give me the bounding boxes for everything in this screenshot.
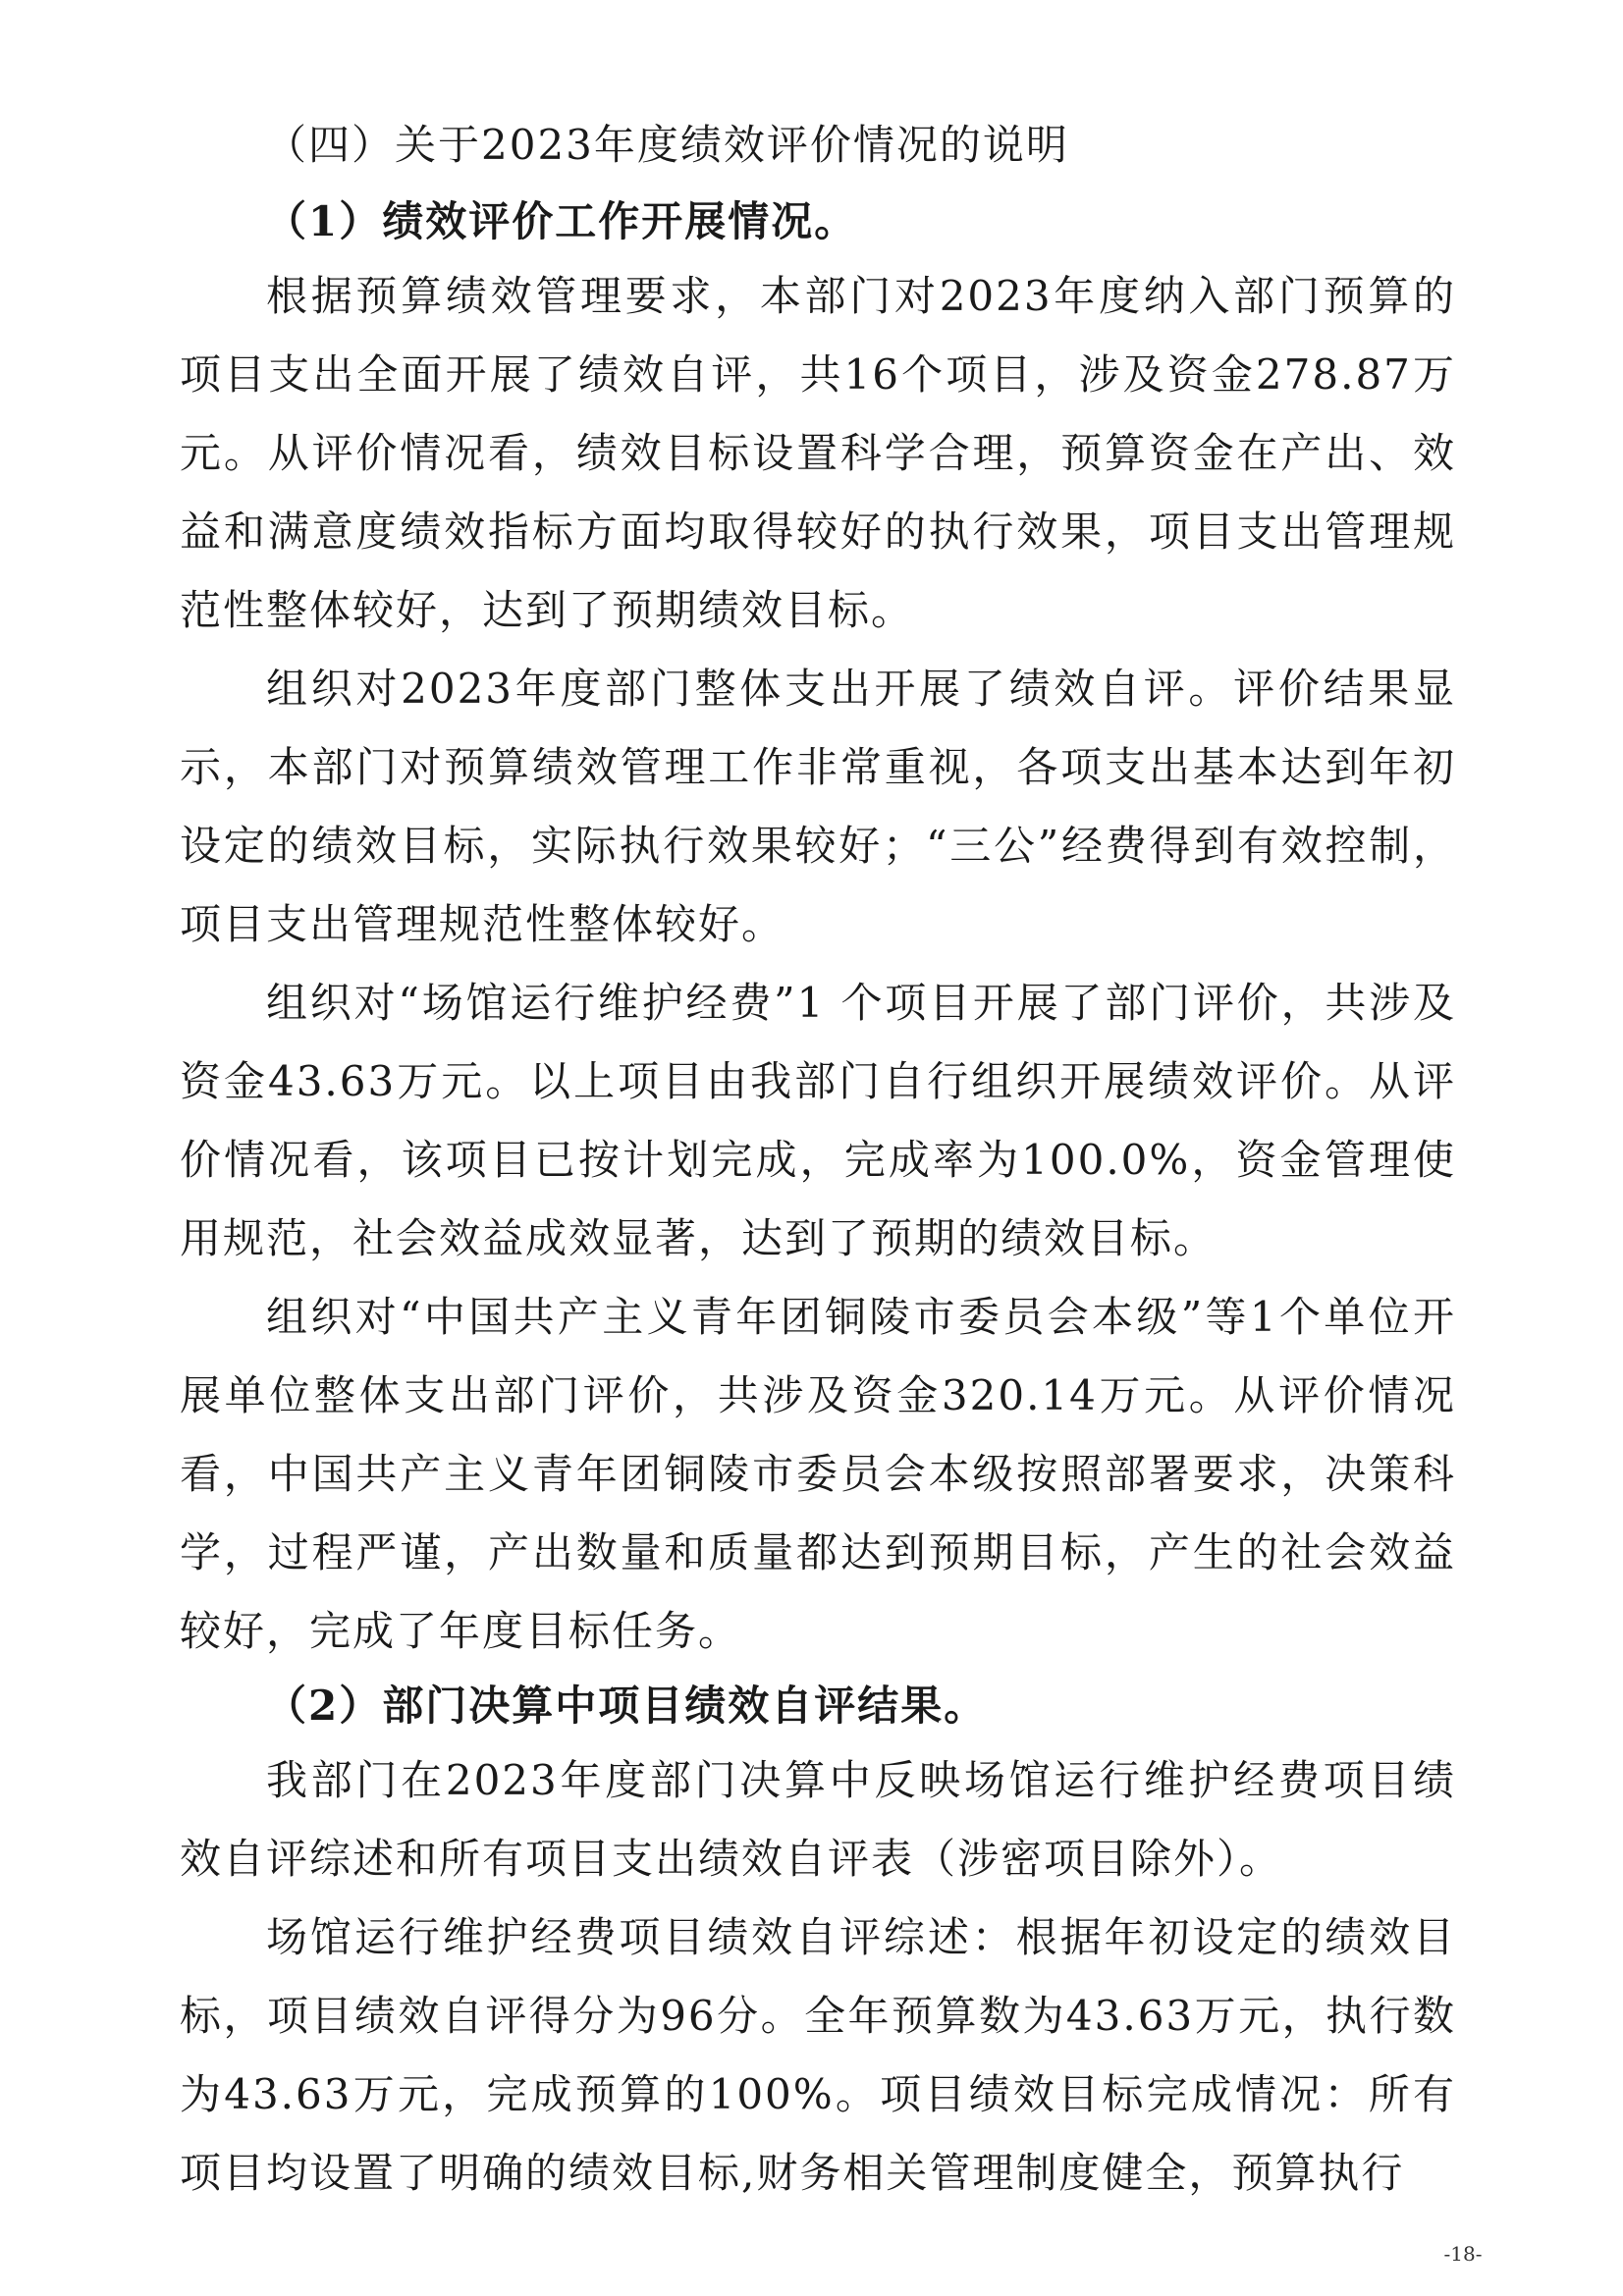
paragraph-unit-evaluation: 组织对“中国共产主义青年团铜陵市委员会本级”等1个单位开展单位整体支出部门评价，共涉及资金320.14万元。从评价情况看，中国共产主义青年团铜陵市委员会本级按照部署要求，决策科学，过程严谨，产出数量和质量都达到预期目标，产生的社会效益较好，完成了年度目标任务。 [180,1293,1456,1655]
paragraph-final-accounts-scope: 我部门在2023年度部门决算中反映场馆运行维护经费项目绩效自评综述和所有项目支出绩效自评表（涉密项目除外）。 [180,1756,1456,1883]
subsection-heading-performance-evaluation: （1）绩效评价工作开展情况。 [265,197,858,245]
paragraph-project-self-evaluation: 根据预算绩效管理要求，本部门对2023年度纳入部门预算的项目支出全面开展了绩效自评，共16个项目，涉及资金278.87万元。从评价情况看，绩效目标设置科学合理，预算资金在产出、效益和满意度绩效指标方面均取得较好的执行效果，项目支出管理规范性整体较好，达到了预期绩效目标。 [180,272,1456,634]
paragraph-venue-maintenance-evaluation: 组织对“场馆运行维护经费”1 个项目开展了部门评价，共涉及资金43.63万元。以上项目由我部门自行组织开展绩效评价。从评价情况看，该项目已按计划完成，完成率为100.0%，资金管理使用规范，社会效益成效显著，达到了预期的绩效目标。 [180,979,1456,1262]
paragraph-overall-expenditure-evaluation: 组织对2023年度部门整体支出开展了绩效自评。评价结果显示，本部门对预算绩效管理工作非常重视，各项支出基本达到年初设定的绩效目标，实际执行效果较好；“三公”经费得到有效控制，项目支出管理规范性整体较好。 [180,665,1456,948]
section-heading: （四）关于2023年度绩效评价情况的说明 [265,121,1069,169]
paragraph-venue-maintenance-summary: 场馆运行维护经费项目绩效自评综述：根据年初设定的绩效目标，项目绩效自评得分为96分。全年预算数为43.63万元，执行数为43.63万元，完成预算的100%。项目绩效目标完成情况：所有项目均设置了明确的绩效目标,财务相关管理制度健全，预算执行 [180,1913,1456,2197]
subsection-heading-final-accounts-results: （2）部门决算中项目绩效自评结果。 [265,1682,988,1730]
page-number: -18- [1443,2242,1483,2266]
